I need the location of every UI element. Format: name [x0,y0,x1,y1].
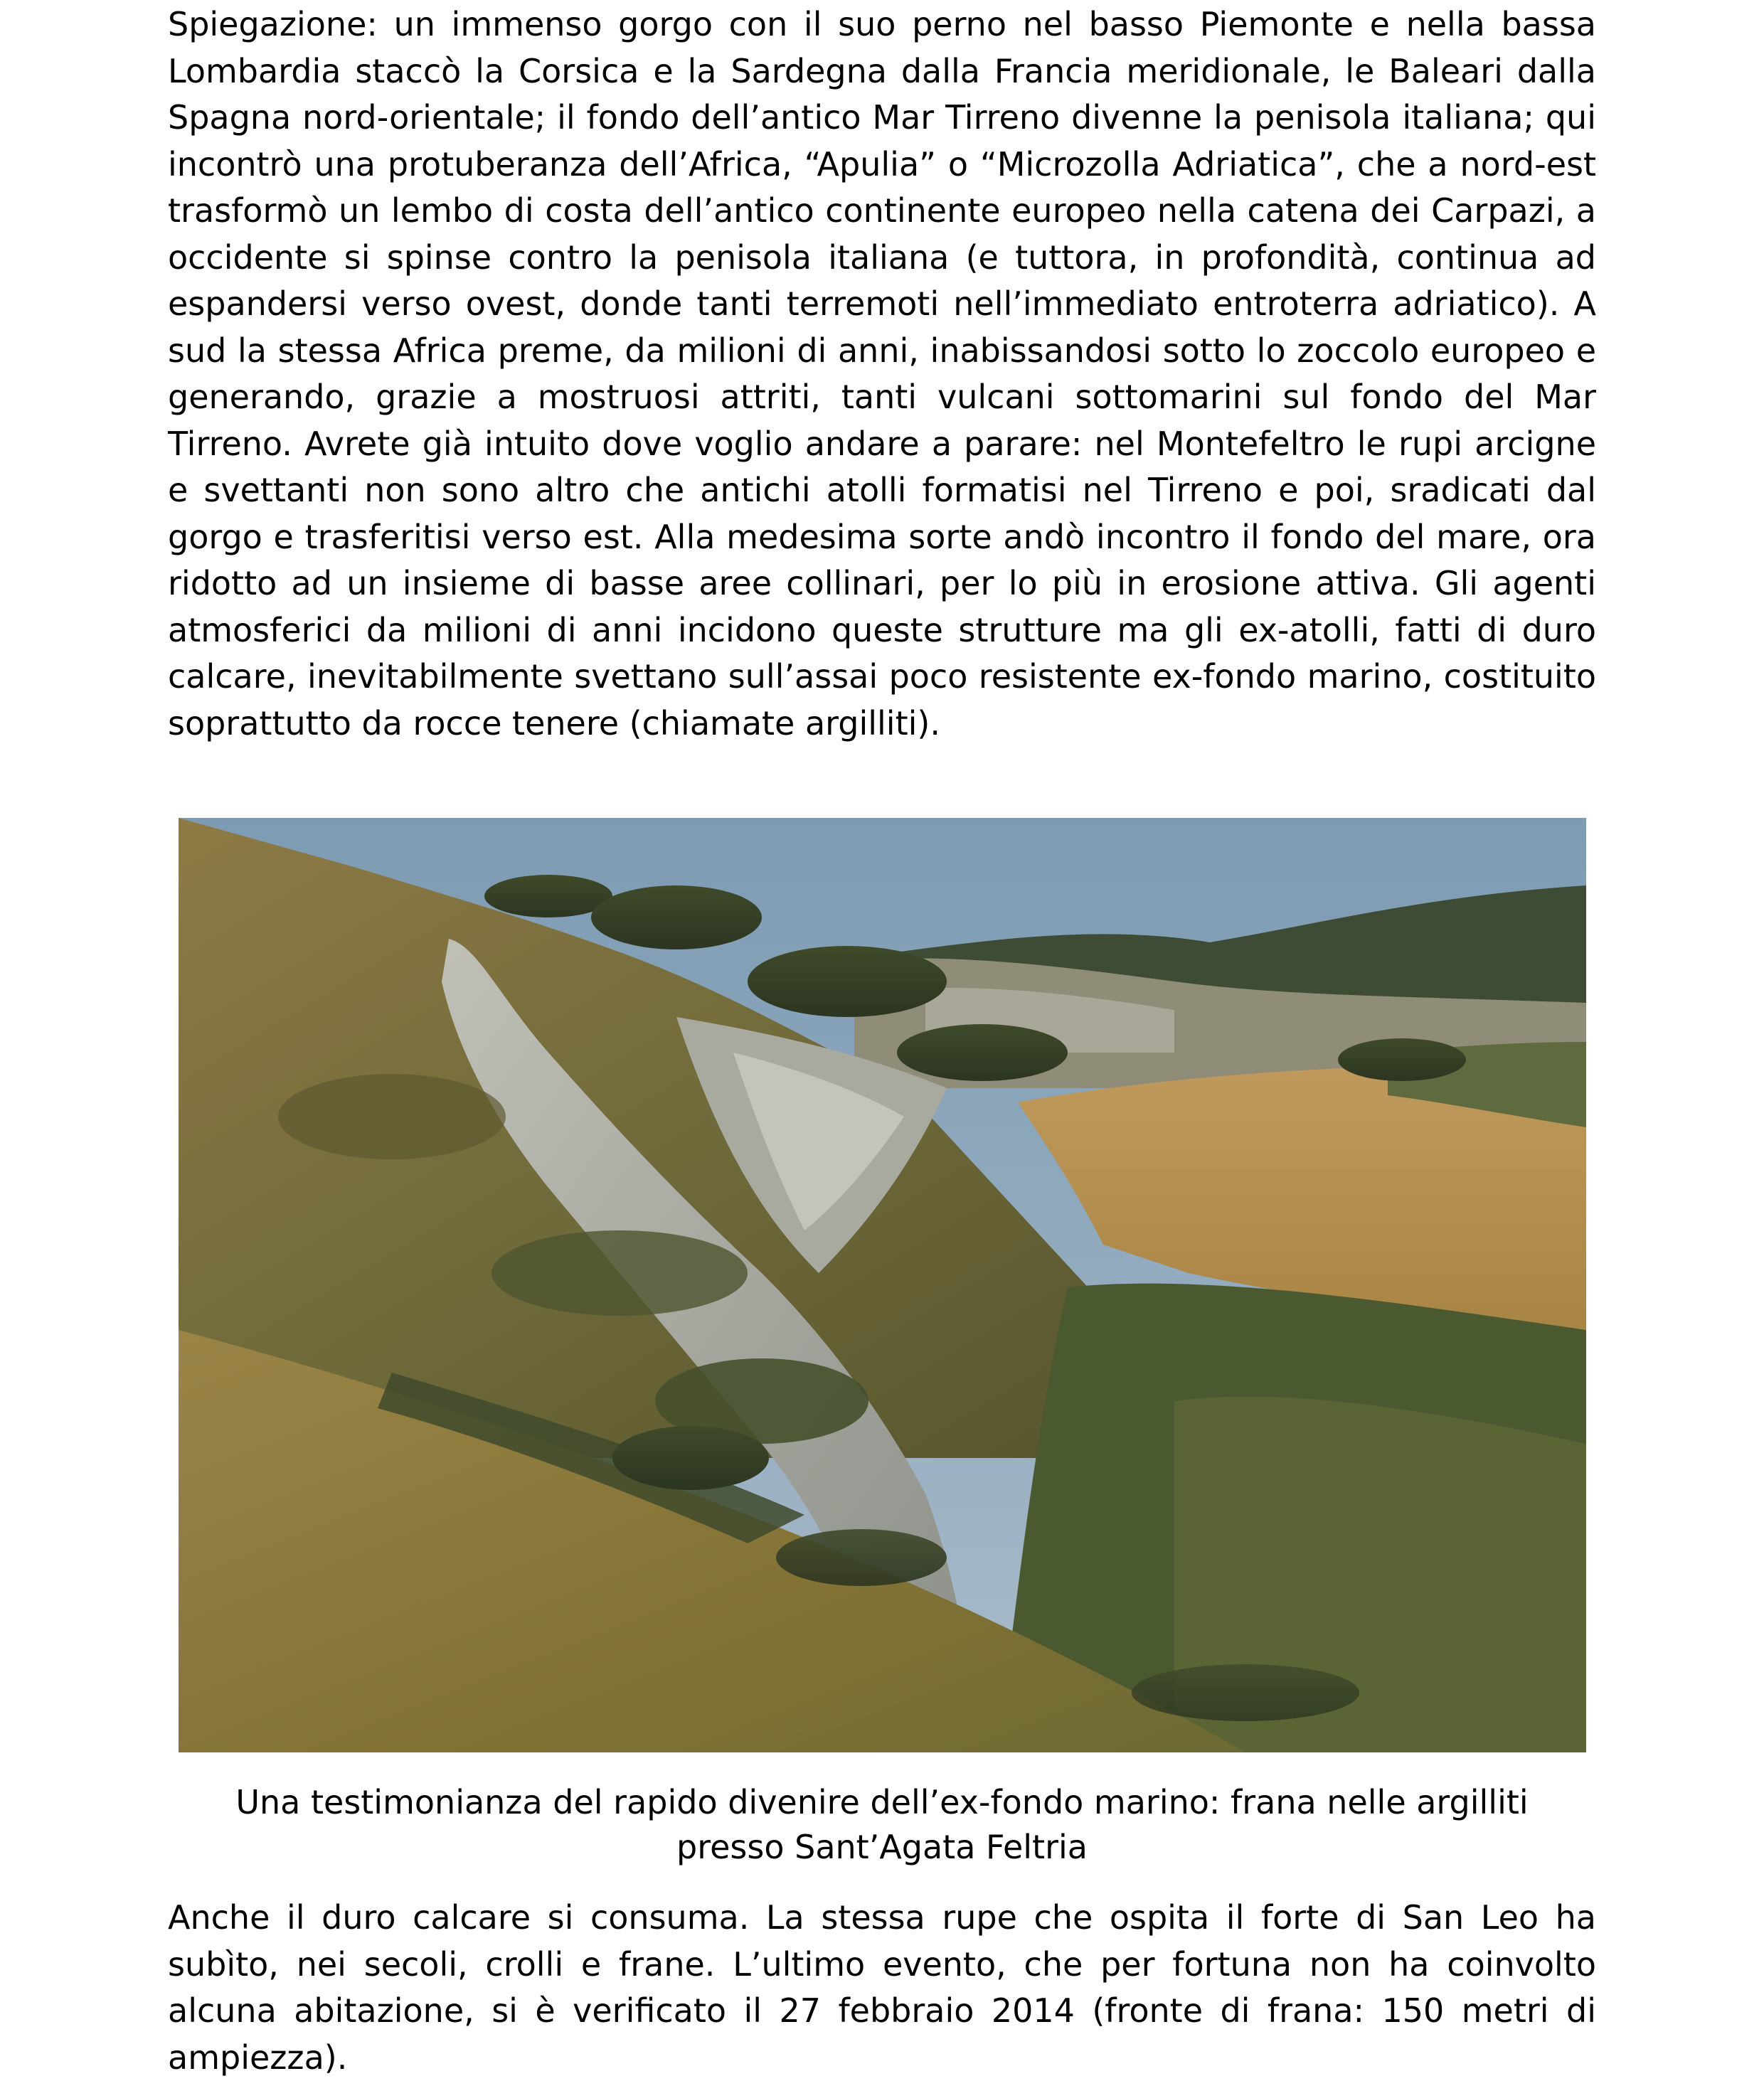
figure-caption [168,1780,1596,1870]
landslide-photo [179,818,1586,1752]
caption-line-2: presso Sant’Agata Feltria [676,1828,1088,1866]
body-paragraph-explanation: Spiegazione: un immenso gorgo con il suo perno nel basso Piemonte e nella bassa Lombardia staccò la Corsica e la Sardegna dalla Francia meridionale, le Baleari dalla Spagna nord-orientale; il fondo dell’antico Mar Tirreno divenne la penisola italiana; qui incontrò una protuberanza dell’Africa, “Apulia” o “Microzolla Adriatica”, che a nord-est trasformò un lembo di costa dell’antico continente europeo nella catena dei Carpazi, a occidente si spinse contro la penisola italiana (e tuttora, in profondità, continua ad espandersi verso ovest, donde tanti terremoti nell’immediato entroterra adriatico). A sud la stessa Africa preme, da milioni di anni, inabissandosi sotto lo zoccolo europeo e generando, grazie a mostruosi attriti, tanti vulcani sottomarini sul fondo del Mar Tirreno. Avrete già intuito dove voglio andare a parare: nel Montefeltro le rupi arcigne e svettanti non sono altro che antichi atolli formatisi nel Tirreno e poi, sradicati dal gorgo e trasferitisi verso est. Alla medesima sorte andò incontro il fondo del mare, ora ridotto ad un insieme di basse aree collinari, per lo più in erosione attiva. Gli agenti atmosferici da milioni di anni incidono queste strutture ma gli ex-atolli, fatti di duro calcare, inevitabilmente svettano sull’assai poco resistente ex-fondo marino, costituito soprattutto da rocce tenere (chiamate argilliti). [168,5,1596,743]
caption-line-1: Una testimonianza del rapido divenire dell’ex-fondo marino: frana nelle argilliti [235,1783,1529,1821]
body-paragraph-san-leo: Anche il duro calcare si consuma. La stessa rupe che ospita il forte di San Leo ha subìto, nei secoli, crolli e frane. L’ultimo evento, che per fortuna non ha coinvolto alcuna abitazione, si è verificato il 27 febbraio 2014 (fronte di frana: 150 metri di ampiezza). [168,1898,1596,2077]
